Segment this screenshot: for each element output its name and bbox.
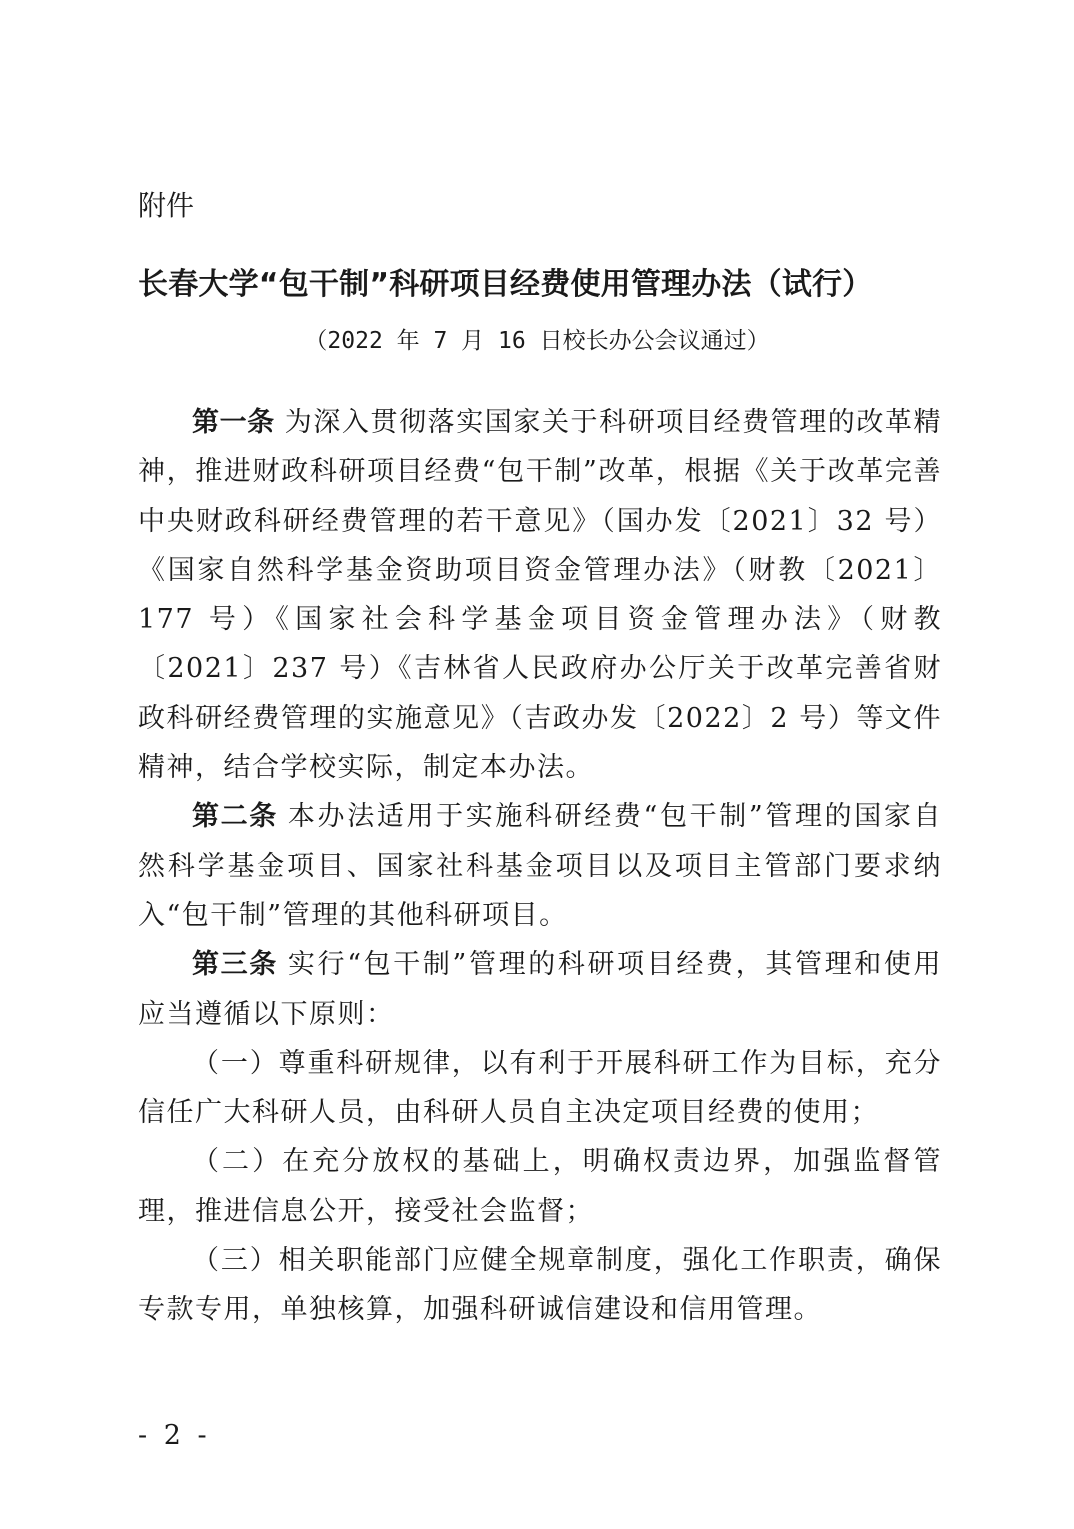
article-3-text: 实行“包干制”管理的科研项目经费，其管理和使用应当遵循以下原则： [138,949,943,1030]
principle-3: （三）相关职能部门应健全规章制度，强化工作职责，确保专款专用，单独核算，加强科研诚信建设和信用管理。 [138,1245,942,1326]
article-2-label: 第二条 [192,801,278,833]
principle-1: （一）尊重科研规律，以有利于开展科研工作为目标，充分信任广大科研人员，由科研人员自主决定项目经费的使用； [138,1047,942,1129]
article-3-label: 第三条 [192,949,278,981]
article-1-text: 为深入贯彻落实国家关于科研项目经费管理的改革精神，推进财政科研项目经费“包干制”改革，根据《关于改革完善中央财政科研经费管理的若干意见》（国办发〔2021〕32 号）《国家自然科学基金资助项目资金管理办法》（财教〔2021〕177 号）《国家社会科学基金项目资金管理办法》（财教〔2021〕237 号）《吉林省人民政府办公厅关于改革完善省财政科研经费管理的实施意见》（吉政办发〔2022〕2 号）等文件精神，结合学校实际，制定本办法。 [138,407,943,784]
document-body [138,398,942,1335]
article-1-label: 第一条 [192,407,275,438]
document-subtitle: （2022 年 7 月 16 日校长办公会议通过） [304,328,770,354]
article-2-text: 本办法适用于实施科研经费“包干制”管理的国家自然科学基金项目、国家社科基金项目以及项目主管部门要求纳入“包干制”管理的其他科研项目。 [138,801,943,931]
page-number: - 2 - [138,1420,211,1451]
article-2 [138,792,942,940]
attachment-label: 附件 [138,189,195,222]
article-3 [138,940,942,1039]
principle-2: （二）在充分放权的基础上，明确权责边界，加强监督管理，推进信息公开，接受社会监督； [138,1146,942,1227]
article-1 [138,398,942,792]
document-title: 长春大学“包干制”科研项目经费使用管理办法（试行） [138,267,873,302]
